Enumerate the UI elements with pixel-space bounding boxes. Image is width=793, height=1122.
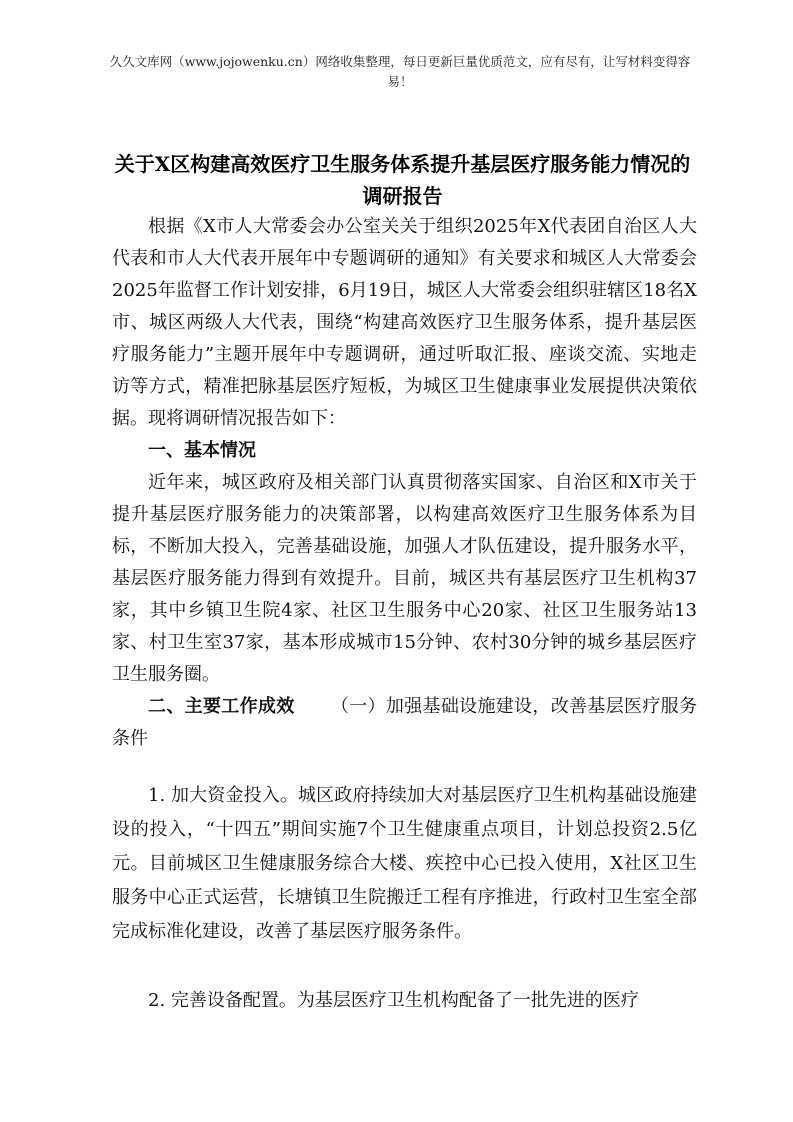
section1-paragraph: 近年来，城区政府及相关部门认真贯彻落实国家、自治区和X市关于提升基层医疗服务能力的决策部署，以构建高效医疗卫生服务体系为目标，不断加大投入，完善基础设施，加强人才队伍建设，提升服务水平，基层医疗服务能力得到有效提升。目前，城区共有基层医疗卫生机构37家，其中乡镇卫生院4家、社区卫生服务中心20家、社区卫生服务站13家、村卫生室37家，基本形成城市15分钟、农村30分钟的城乡基层医疗卫生服务圈。 bbox=[112, 472, 697, 685]
intro-paragraph: 根据《X市人大常委会办公室关关于组织2025年X代表团自治区人大代表和市人大代表开展年中专题调研的通知》有关要求和城区人大常委会2025年监督工作计划安排，6月19日，城区人大常委会组织驻辖区18名X市、城区两级人大代表，围绕“构建高效医疗卫生服务体系，提升基层医疗服务能力”主题开展年中专题调研，通过听取汇报、座谈交流、实地走访等方式，精准把脉基层医疗短板，为城区卫生健康事业发展提供决策依据。现将调研情况报告如下： bbox=[112, 216, 697, 429]
section2-subheading: （一）加强基础设施建设，改善基层医疗服务条件 bbox=[112, 696, 698, 749]
item1-block bbox=[112, 779, 697, 949]
item1-paragraph: 1. 加大资金投入。城区政府持续加大对基层医疗卫生机构基础设施建设的投入，“十四五”期间实施7个卫生健康重点项目，计划总投资2.5亿元。目前城区卫生健康服务综合大楼、疾控中心已投入使用，X社区卫生服务中心正式运营，长塘镇卫生院搬迁工程有序推进，行政村卫生室全部完成标准化建设，改善了基层医疗服务条件。 bbox=[112, 785, 697, 942]
item2-paragraph: 2. 完善设备配置。为基层医疗卫生机构配备了一批先进的医疗 bbox=[148, 990, 639, 1011]
document-title: 关于X区构建高效医疗卫生服务体系提升基层医疗服务能力情况的调研报告 bbox=[114, 152, 691, 208]
section1-heading: 一、基本情况 bbox=[148, 440, 256, 461]
section2-line bbox=[112, 691, 697, 755]
section2-heading: 二、主要工作成效 bbox=[148, 696, 295, 717]
header-note: 久久文库网（www.jojowenku.cn）网络收集整理，每日更新巨量优质范文，应有尽有，让写材料变得容易！ bbox=[109, 54, 691, 89]
item2-block bbox=[112, 985, 697, 1017]
document-body bbox=[112, 211, 697, 755]
